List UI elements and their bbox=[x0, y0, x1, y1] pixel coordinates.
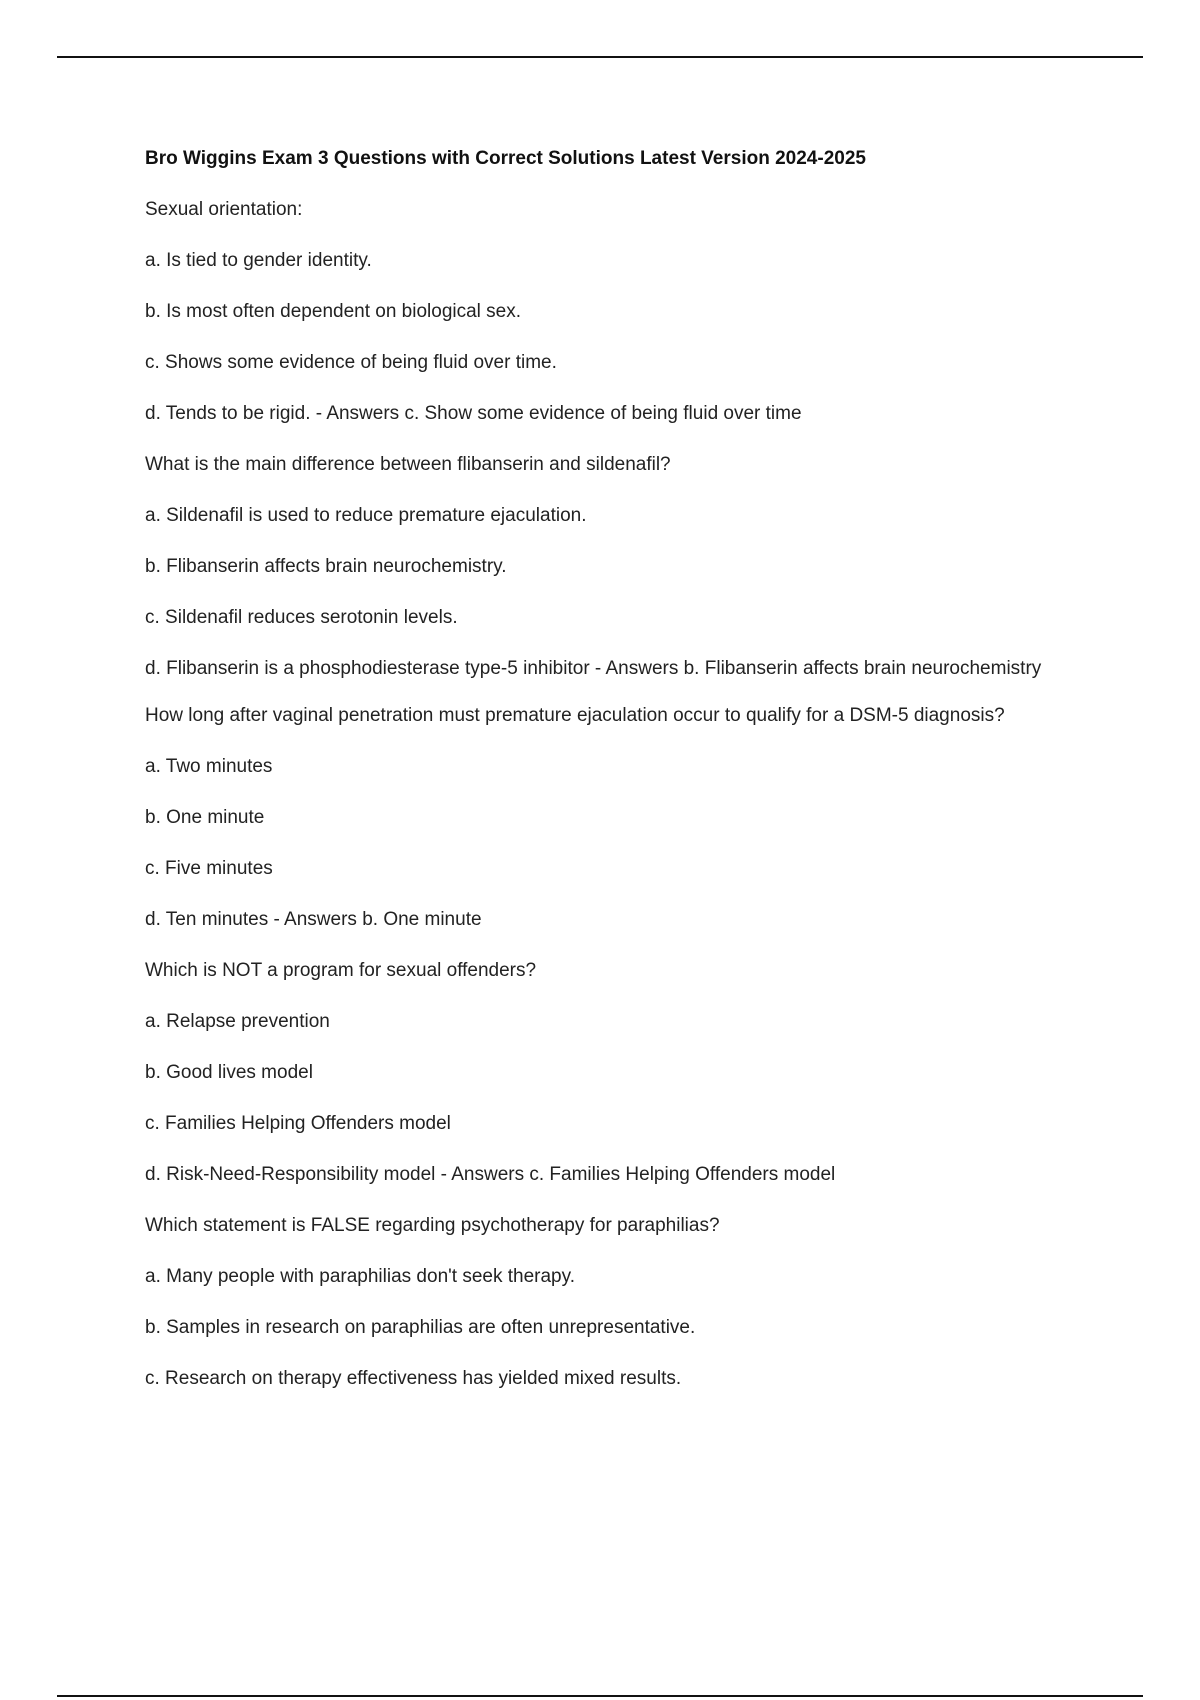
question-5-option-a: a. Many people with paraphilias don't seek therapy. bbox=[145, 1266, 575, 1287]
question-2-option-c: c. Sildenafil reduces serotonin levels. bbox=[145, 607, 458, 628]
document-body bbox=[145, 146, 1095, 1417]
question-5: Which statement is FALSE regarding psychotherapy for paraphilias? bbox=[145, 1215, 720, 1236]
question-4-option-a: a. Relapse prevention bbox=[145, 1011, 330, 1032]
question-4-option-c: c. Families Helping Offenders model bbox=[145, 1113, 451, 1134]
question-3-option-c: c. Five minutes bbox=[145, 858, 273, 879]
footer-rule bbox=[57, 1695, 1143, 1697]
question-2-option-d-answer: d. Flibanserin is a phosphodiesterase type-5 inhibitor - Answers b. Flibanserin affects brain neurochemistry bbox=[145, 658, 1042, 679]
question-3: How long after vaginal penetration must premature ejaculation occur to qualify for a DSM-5 diagnosis? bbox=[145, 705, 1005, 726]
question-3-option-d-answer: d. Ten minutes - Answers b. One minute bbox=[145, 909, 482, 930]
question-2-option-a: a. Sildenafil is used to reduce premature ejaculation. bbox=[145, 505, 587, 526]
question-1: Sexual orientation: bbox=[145, 199, 303, 220]
question-1-option-c: c. Shows some evidence of being fluid over time. bbox=[145, 352, 557, 373]
document-title: Bro Wiggins Exam 3 Questions with Correct Solutions Latest Version 2024-2025 bbox=[145, 148, 866, 169]
question-3-option-a: a. Two minutes bbox=[145, 756, 273, 777]
question-2-option-b: b. Flibanserin affects brain neurochemistry. bbox=[145, 556, 507, 577]
header-rule bbox=[57, 56, 1143, 58]
question-5-option-b: b. Samples in research on paraphilias are often unrepresentative. bbox=[145, 1317, 696, 1338]
question-1-option-a: a. Is tied to gender identity. bbox=[145, 250, 372, 271]
question-3-option-b: b. One minute bbox=[145, 807, 265, 828]
question-2: What is the main difference between flibanserin and sildenafil? bbox=[145, 454, 671, 475]
question-4-option-d-answer: d. Risk-Need-Responsibility model - Answers c. Families Helping Offenders model bbox=[145, 1164, 836, 1185]
question-1-option-d-answer: d. Tends to be rigid. - Answers c. Show some evidence of being fluid over time bbox=[145, 403, 802, 424]
question-4: Which is NOT a program for sexual offenders? bbox=[145, 960, 537, 981]
question-5-option-c: c. Research on therapy effectiveness has yielded mixed results. bbox=[145, 1368, 682, 1389]
question-4-option-b: b. Good lives model bbox=[145, 1062, 313, 1083]
question-1-option-b: b. Is most often dependent on biological sex. bbox=[145, 301, 522, 322]
